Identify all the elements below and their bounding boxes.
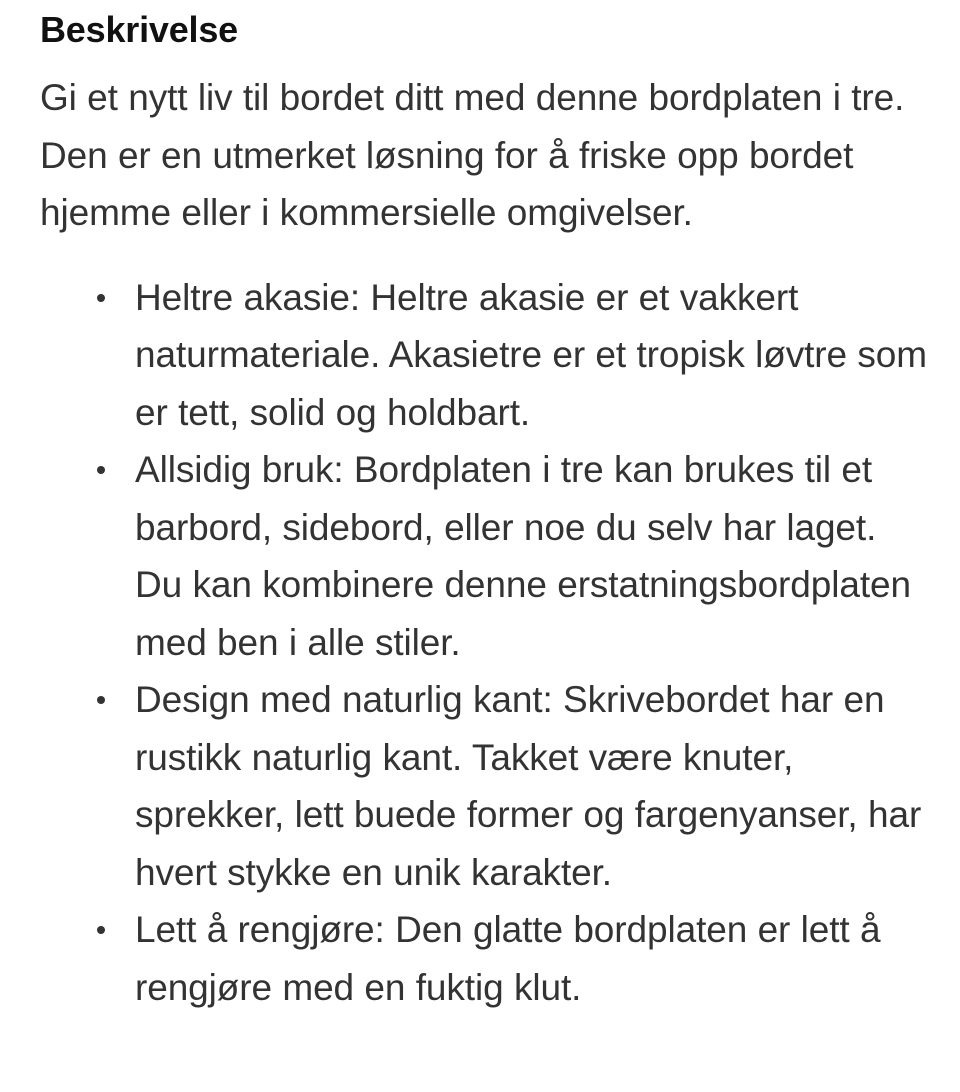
intro-paragraph: Gi et nytt liv til bordet ditt med denne bordplaten i tre. Den er en utmerket løsning for å friske opp bordet hjemme eller i kommersielle omgivelser. [40, 77, 905, 233]
bullet-icon [97, 294, 105, 302]
page-title: Beskrivelse [40, 9, 238, 50]
bullet-icon [97, 466, 105, 474]
list-item [40, 441, 930, 671]
list-item-text: Design med naturlig kant: Skrivebordet har en rustikk naturlig kant. Takket være knuter, sprekker, lett buede former og fargenyanser, har hvert stykke en unik karakter. [135, 679, 922, 893]
list-item-text: Heltre akasie: Heltre akasie er et vakkert naturmateriale. Akasietre er et tropisk løvtre som er tett, solid og holdbart. [135, 276, 927, 433]
bullet-icon [97, 696, 105, 704]
list-item-text: Lett å rengjøre: Den glatte bordplaten er lett å rengjøre med en fuktig klut. [135, 909, 881, 1008]
list-item [40, 901, 930, 1016]
description-content [40, 0, 930, 1016]
bullet-icon [97, 926, 105, 934]
list-item [40, 269, 930, 442]
feature-list [40, 242, 930, 1017]
list-item-text: Allsidig bruk: Bordplaten i tre kan brukes til et barbord, sidebord, eller noe du selv har laget. Du kan kombinere denne erstatningsbordplaten med ben i alle stiler. [135, 449, 911, 663]
list-item [40, 671, 930, 901]
